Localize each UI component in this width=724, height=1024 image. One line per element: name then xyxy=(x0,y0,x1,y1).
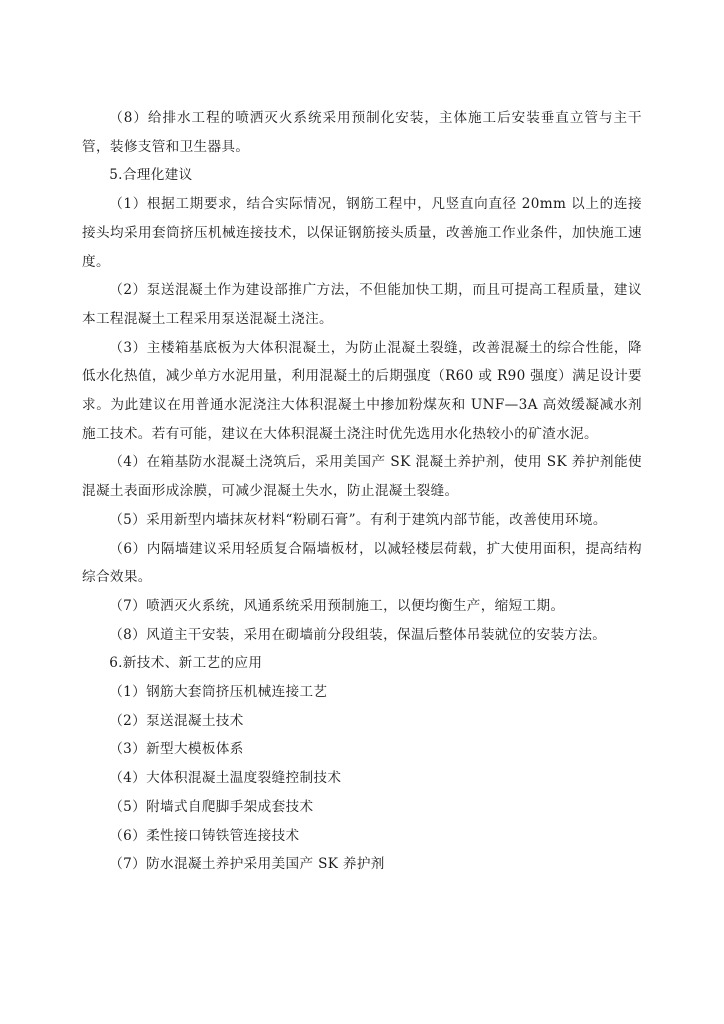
technology-item-1: （1）钢筋大套筒挤压机械连接工艺 xyxy=(109,684,328,701)
suggestion-paragraph-2: （2）泵送混凝土作为建设部推广方法，不但能加快工期，而且可提高工程质量，建议本工程混凝土工程采用泵送混凝土浇注。 xyxy=(82,282,642,327)
technology-item-5: （5）附墙式自爬脚手架成套技术 xyxy=(109,798,314,815)
paragraph-water-supply-8: （8）给排水工程的喷洒灭火系统采用预制化安装，主体施工后安装垂直立管与主干管，装修支管和卫生器具。 xyxy=(82,110,642,155)
suggestion-paragraph-7: （7）喷洒灭火系统，风通系统采用预制施工，以便均衡生产，缩短工期。 xyxy=(109,597,565,614)
technology-item-6: （6）柔性接口铸铁管连接技术 xyxy=(109,827,300,844)
suggestion-paragraph-6: （6）内隔墙建议采用轻质复合隔墙板材，以减轻楼层荷载，扩大使用面积，提高结构综合效果。 xyxy=(82,540,642,586)
technology-item-3: （3）新型大模板体系 xyxy=(109,741,244,758)
suggestion-paragraph-8: （8）风道主干安装，采用在砌墙前分段组装，保温后整体吊装就位的安装方法。 xyxy=(109,626,607,643)
technology-item-2: （2）泵送混凝土技术 xyxy=(109,712,244,729)
suggestion-paragraph-1: （1）根据工期要求，结合实际情况，钢筋工程中，凡竖直向直径 20mm 以上的连接接头均采用套筒挤压机械连接技术，以保证钢筋接头质量，改善施工作业条件，加快施工速度。 xyxy=(82,196,642,270)
suggestion-paragraph-4: （4）在箱基防水混凝土浇筑后，采用美国产 SK 混凝土养护剂，使用 SK 养护剂能使混凝土表面形成涂膜，可减少混凝土失水，防止混凝土裂缝。 xyxy=(82,454,642,500)
suggestion-paragraph-3: （3）主楼箱基底板为大体积混凝土，为防止混凝土裂缝，改善混凝土的综合性能，降低水化热值，减少单方水泥用量，利用混凝土的后期强度（R60 或 R90 强度）满足设计要求。为此建议在用普通水泥浇注大体积混凝土中掺加粉煤灰和 UNF—3A 高效缓凝减水剂施工技术。若有可能，建议在大体积混凝土浇注时优先选用水化热较小的矿渣水泥。 xyxy=(82,339,642,442)
document-body xyxy=(82,104,642,879)
section-heading-6: 6.新技术、新工艺的应用 xyxy=(109,655,263,672)
suggestion-paragraph-5: （5）采用新型内墙抹灰材料“粉刷石膏”。有利于建筑内部节能，改善使用环境。 xyxy=(109,511,607,528)
technology-item-7: （7）防水混凝土养护采用美国产 SK 养护剂 xyxy=(109,856,385,873)
technology-item-4: （4）大体积混凝土温度裂缝控制技术 xyxy=(109,770,342,787)
section-heading-5: 5.合理化建议 xyxy=(109,167,193,184)
